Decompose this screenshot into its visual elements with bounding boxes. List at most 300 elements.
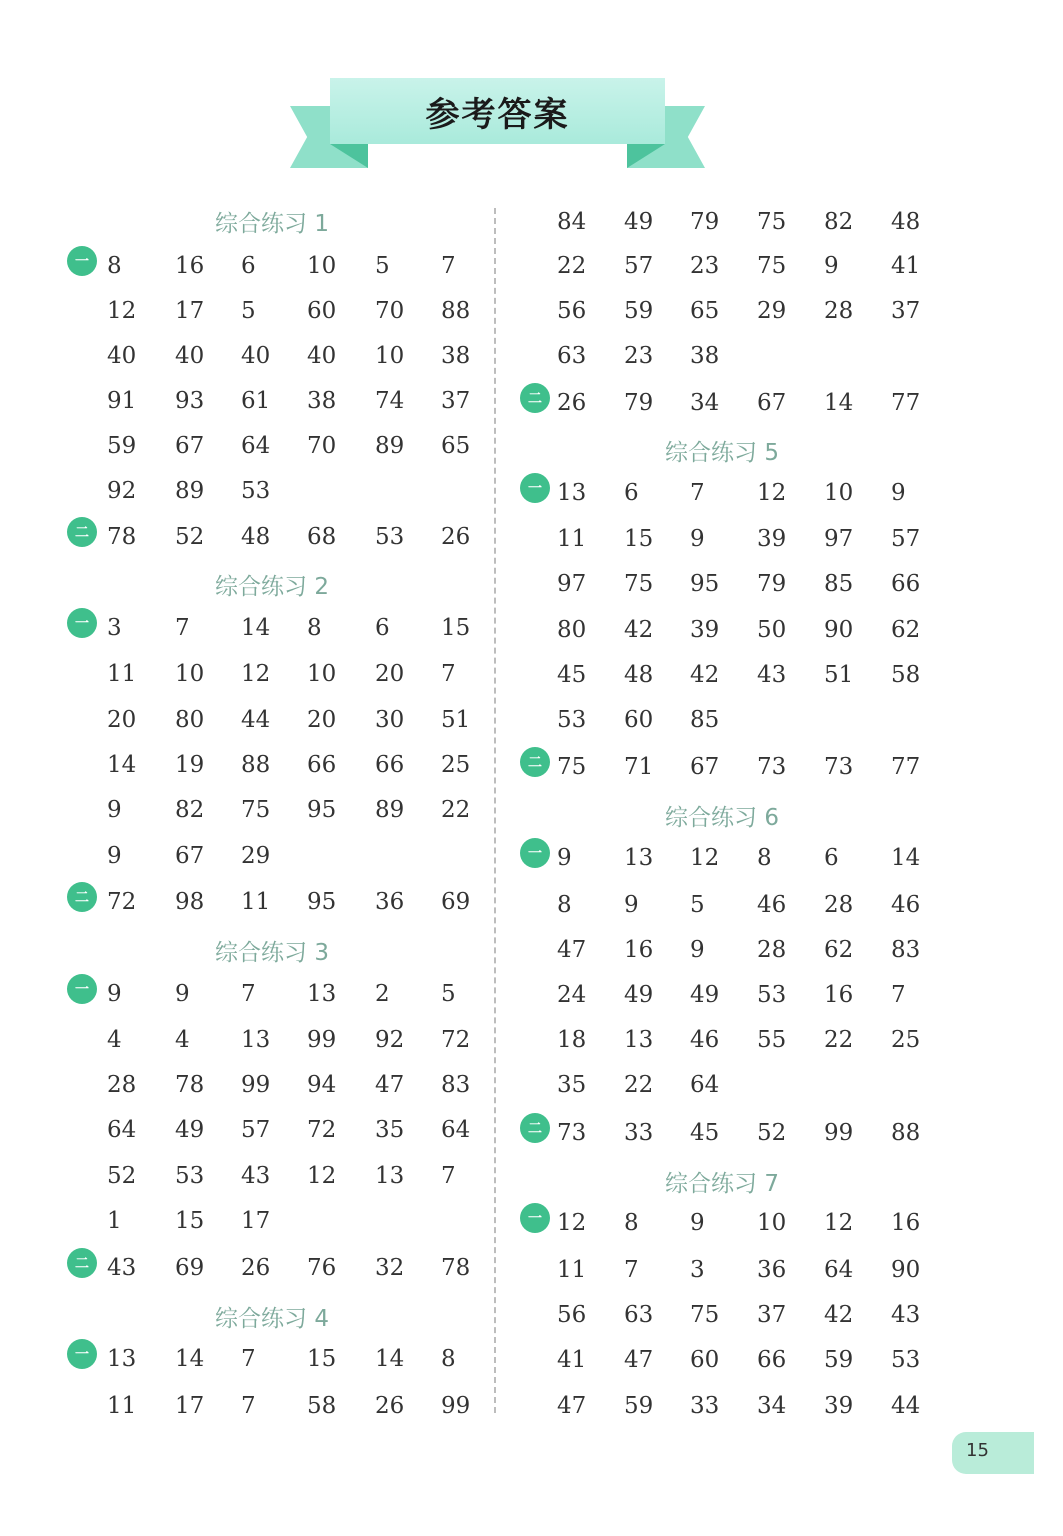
answer-value: 22 — [624, 1072, 654, 1098]
answer-value: 39 — [757, 526, 787, 552]
answer-value: 8 — [441, 1346, 456, 1372]
answer-value: 75 — [690, 1302, 720, 1328]
answer-value: 18 — [557, 1027, 587, 1053]
answer-value: 9 — [175, 981, 190, 1007]
answer-value: 99 — [824, 1120, 854, 1146]
answer-row — [0, 1254, 1063, 1286]
answer-value: 36 — [757, 1257, 787, 1283]
answer-value: 2 — [375, 981, 390, 1007]
answer-value: 9 — [624, 892, 639, 918]
answer-value: 15 — [441, 615, 471, 641]
answer-value: 76 — [307, 1255, 337, 1281]
answer-value: 32 — [375, 1255, 405, 1281]
answer-value: 10 — [175, 661, 205, 687]
answer-value: 12 — [107, 298, 137, 324]
answer-value: 13 — [375, 1163, 405, 1189]
answer-value: 7 — [891, 982, 906, 1008]
answer-value: 59 — [107, 433, 137, 459]
answer-row — [0, 250, 1063, 282]
answer-value: 90 — [824, 617, 854, 643]
answer-value: 66 — [891, 571, 921, 597]
answer-value: 75 — [757, 253, 787, 279]
answer-value: 97 — [824, 526, 854, 552]
answer-value: 88 — [441, 298, 471, 324]
answer-value: 45 — [690, 1120, 720, 1146]
answer-value: 11 — [241, 889, 271, 915]
answer-value: 5 — [375, 253, 390, 279]
answer-value: 60 — [690, 1347, 720, 1373]
answer-row — [0, 979, 1063, 1011]
answer-value: 72 — [441, 1027, 471, 1053]
answer-value: 56 — [557, 1302, 587, 1328]
answer-value: 99 — [441, 1393, 471, 1419]
answer-value: 52 — [107, 1163, 137, 1189]
answer-value: 64 — [241, 433, 271, 459]
answer-value: 79 — [757, 571, 787, 597]
section-title: 综合练习 3 — [215, 940, 329, 966]
answer-row — [0, 751, 1063, 783]
answer-row — [0, 523, 1063, 555]
answer-value: 13 — [557, 480, 587, 506]
answer-value: 40 — [175, 343, 205, 369]
answer-value: 59 — [824, 1347, 854, 1373]
answer-value: 28 — [824, 892, 854, 918]
answer-value: 95 — [690, 571, 720, 597]
answer-value: 77 — [891, 754, 921, 780]
answer-value: 53 — [175, 1163, 205, 1189]
page-number: 15 — [966, 1440, 989, 1461]
answer-value: 67 — [175, 843, 205, 869]
answer-value: 15 — [624, 526, 654, 552]
answer-value: 88 — [891, 1120, 921, 1146]
answer-value: 91 — [107, 388, 137, 414]
answer-value: 28 — [107, 1072, 137, 1098]
answer-value: 33 — [690, 1393, 720, 1419]
answer-value: 73 — [757, 754, 787, 780]
answer-value: 64 — [690, 1072, 720, 1098]
answer-value: 8 — [557, 892, 572, 918]
answer-value: 44 — [241, 707, 271, 733]
answer-value: 25 — [441, 752, 471, 778]
answer-value: 24 — [557, 982, 587, 1008]
answer-value: 8 — [624, 1210, 639, 1236]
answer-value: 42 — [690, 662, 720, 688]
answer-value: 74 — [375, 388, 405, 414]
question-number-badge: 一 — [520, 1203, 550, 1233]
answer-value: 7 — [241, 981, 256, 1007]
answer-value: 71 — [624, 754, 654, 780]
answer-value: 93 — [175, 388, 205, 414]
answer-value: 42 — [824, 1302, 854, 1328]
answer-value: 39 — [690, 617, 720, 643]
answer-value: 39 — [824, 1393, 854, 1419]
section-title: 综合练习 1 — [215, 211, 329, 237]
answer-value: 40 — [107, 343, 137, 369]
answer-value: 9 — [107, 981, 122, 1007]
answer-value: 4 — [107, 1027, 122, 1053]
answer-value: 99 — [241, 1072, 271, 1098]
answer-value: 26 — [441, 524, 471, 550]
answer-value: 48 — [624, 662, 654, 688]
answer-value: 47 — [375, 1072, 405, 1098]
answer-value: 20 — [307, 707, 337, 733]
answer-value: 61 — [241, 388, 271, 414]
answer-value: 43 — [757, 662, 787, 688]
answer-value: 7 — [441, 253, 456, 279]
answer-value: 66 — [757, 1347, 787, 1373]
answer-value: 13 — [241, 1027, 271, 1053]
answer-value: 56 — [557, 298, 587, 324]
answer-value: 80 — [175, 707, 205, 733]
answer-value: 66 — [375, 752, 405, 778]
answer-value: 52 — [757, 1120, 787, 1146]
answer-value: 57 — [241, 1117, 271, 1143]
page-number-tab — [952, 1432, 1034, 1474]
answer-value: 7 — [175, 615, 190, 641]
answer-value: 72 — [307, 1117, 337, 1143]
answer-value: 63 — [624, 1302, 654, 1328]
answer-value: 48 — [891, 209, 921, 235]
answer-value: 7 — [241, 1346, 256, 1372]
answer-value: 1 — [107, 1208, 122, 1234]
answer-value: 40 — [307, 343, 337, 369]
answer-value: 20 — [107, 707, 137, 733]
answer-value: 13 — [307, 981, 337, 1007]
answer-value: 65 — [690, 298, 720, 324]
answer-value: 14 — [891, 845, 921, 871]
answer-value: 16 — [891, 1210, 921, 1236]
answer-value: 14 — [241, 615, 271, 641]
answer-value: 80 — [557, 617, 587, 643]
answer-value: 53 — [241, 478, 271, 504]
answer-value: 11 — [107, 661, 137, 687]
question-number-badge: 一 — [67, 1339, 97, 1369]
answer-value: 17 — [175, 1393, 205, 1419]
answer-row — [0, 842, 1063, 874]
answer-value: 70 — [307, 433, 337, 459]
answer-value: 75 — [241, 797, 271, 823]
answer-value: 10 — [824, 480, 854, 506]
answer-value: 6 — [375, 615, 390, 641]
answer-value: 33 — [624, 1120, 654, 1146]
question-number-badge: 二 — [67, 517, 97, 547]
answer-row — [0, 1299, 1063, 1331]
answer-value: 5 — [690, 892, 705, 918]
answer-value: 12 — [557, 1210, 587, 1236]
question-number-badge: 一 — [520, 838, 550, 868]
answer-value: 41 — [891, 253, 921, 279]
answer-value: 64 — [107, 1117, 137, 1143]
answer-value: 22 — [557, 253, 587, 279]
answer-value: 64 — [441, 1117, 471, 1143]
answer-value: 35 — [557, 1072, 587, 1098]
answer-value: 8 — [757, 845, 772, 871]
answer-value: 15 — [307, 1346, 337, 1372]
answer-value: 13 — [624, 1027, 654, 1053]
answer-value: 67 — [757, 390, 787, 416]
answer-value: 53 — [557, 707, 587, 733]
answer-value: 12 — [757, 480, 787, 506]
header-banner — [290, 78, 705, 168]
answer-value: 19 — [175, 752, 205, 778]
question-number-badge: 一 — [67, 974, 97, 1004]
answer-value: 7 — [624, 1257, 639, 1283]
question-number-badge: 二 — [520, 383, 550, 413]
answer-value: 46 — [757, 892, 787, 918]
answer-value: 85 — [690, 707, 720, 733]
answer-value: 82 — [175, 797, 205, 823]
answer-value: 53 — [891, 1347, 921, 1373]
answer-value: 89 — [175, 478, 205, 504]
answer-row — [0, 340, 1063, 372]
answer-value: 29 — [757, 298, 787, 324]
answer-value: 99 — [307, 1027, 337, 1053]
answer-value: 3 — [690, 1257, 705, 1283]
answer-value: 78 — [441, 1255, 471, 1281]
answer-value: 6 — [624, 480, 639, 506]
answer-value: 75 — [624, 571, 654, 597]
answer-value: 97 — [557, 571, 587, 597]
answer-value: 53 — [757, 982, 787, 1008]
answer-value: 43 — [241, 1163, 271, 1189]
answer-row — [0, 1069, 1063, 1101]
answer-value: 79 — [690, 209, 720, 235]
answer-value: 67 — [175, 433, 205, 459]
answer-value: 7 — [441, 1163, 456, 1189]
answer-value: 7 — [690, 480, 705, 506]
answer-value: 17 — [175, 298, 205, 324]
answer-value: 51 — [824, 662, 854, 688]
answer-value: 66 — [307, 752, 337, 778]
answer-value: 5 — [441, 981, 456, 1007]
answer-value: 44 — [891, 1393, 921, 1419]
answer-value: 75 — [557, 754, 587, 780]
answer-value: 79 — [624, 390, 654, 416]
answer-value: 85 — [824, 571, 854, 597]
answer-value: 12 — [690, 845, 720, 871]
answer-value: 11 — [557, 1257, 587, 1283]
answer-value: 30 — [375, 707, 405, 733]
answer-row — [0, 1207, 1063, 1239]
answer-value: 4 — [175, 1027, 190, 1053]
answer-value: 65 — [441, 433, 471, 459]
answer-value: 60 — [307, 298, 337, 324]
answer-value: 62 — [824, 937, 854, 963]
answer-value: 64 — [824, 1257, 854, 1283]
answer-value: 59 — [624, 298, 654, 324]
answer-value: 10 — [307, 253, 337, 279]
answer-value: 28 — [824, 298, 854, 324]
answer-row — [0, 704, 1063, 736]
question-number-badge: 二 — [520, 1113, 550, 1143]
answer-value: 35 — [375, 1117, 405, 1143]
answer-value: 69 — [441, 889, 471, 915]
answer-value: 43 — [107, 1255, 137, 1281]
answer-value: 46 — [690, 1027, 720, 1053]
question-number-badge: 二 — [67, 1248, 97, 1278]
page-title: 参考答案 — [330, 78, 665, 144]
answer-value: 7 — [441, 661, 456, 687]
answer-value: 26 — [241, 1255, 271, 1281]
answer-value: 28 — [757, 937, 787, 963]
question-number-badge: 一 — [520, 473, 550, 503]
answer-value: 57 — [624, 253, 654, 279]
answer-value: 73 — [557, 1120, 587, 1146]
answer-value: 92 — [375, 1027, 405, 1053]
answer-value: 10 — [307, 661, 337, 687]
answer-value: 53 — [375, 524, 405, 550]
answer-value: 8 — [307, 615, 322, 641]
section-title: 综合练习 7 — [665, 1171, 779, 1197]
answer-value: 3 — [107, 615, 122, 641]
answer-value: 41 — [557, 1347, 587, 1373]
answer-row — [0, 1390, 1063, 1422]
answer-value: 89 — [375, 797, 405, 823]
answer-value: 82 — [824, 209, 854, 235]
answer-value: 37 — [441, 388, 471, 414]
answer-row — [0, 295, 1063, 327]
answer-value: 15 — [175, 1208, 205, 1234]
answer-value: 14 — [375, 1346, 405, 1372]
answer-value: 12 — [307, 1163, 337, 1189]
answer-value: 47 — [624, 1347, 654, 1373]
answer-value: 52 — [175, 524, 205, 550]
answer-value: 6 — [241, 253, 256, 279]
answer-value: 50 — [757, 617, 787, 643]
answer-value: 9 — [690, 1210, 705, 1236]
answer-value: 47 — [557, 1393, 587, 1419]
answer-value: 25 — [891, 1027, 921, 1053]
answer-value: 26 — [557, 390, 587, 416]
answer-row — [0, 889, 1063, 921]
answer-value: 92 — [107, 478, 137, 504]
answer-value: 77 — [891, 390, 921, 416]
answer-value: 94 — [307, 1072, 337, 1098]
answer-value: 13 — [624, 845, 654, 871]
answer-value: 10 — [757, 1210, 787, 1236]
answer-value: 89 — [375, 433, 405, 459]
answer-row — [0, 1117, 1063, 1149]
answer-value: 17 — [241, 1208, 271, 1234]
answer-row — [0, 568, 1063, 600]
answer-value: 38 — [441, 343, 471, 369]
answer-value: 90 — [891, 1257, 921, 1283]
answer-value: 36 — [375, 889, 405, 915]
answer-value: 84 — [557, 209, 587, 235]
answer-value: 88 — [241, 752, 271, 778]
answer-value: 26 — [375, 1393, 405, 1419]
answer-value: 55 — [757, 1027, 787, 1053]
question-number-badge: 一 — [67, 608, 97, 638]
answer-value: 49 — [175, 1117, 205, 1143]
answer-value: 37 — [891, 298, 921, 324]
answer-value: 47 — [557, 937, 587, 963]
answer-value: 59 — [624, 1393, 654, 1419]
answer-value: 49 — [690, 982, 720, 1008]
answer-row — [0, 934, 1063, 966]
answer-value: 12 — [241, 661, 271, 687]
answer-value: 46 — [891, 892, 921, 918]
answer-value: 20 — [375, 661, 405, 687]
answer-value: 34 — [757, 1393, 787, 1419]
answer-value: 78 — [175, 1072, 205, 1098]
answer-value: 14 — [824, 390, 854, 416]
answer-value: 14 — [175, 1346, 205, 1372]
answer-value: 62 — [891, 617, 921, 643]
answer-value: 5 — [241, 298, 256, 324]
answer-value: 51 — [441, 707, 471, 733]
answer-value: 83 — [891, 937, 921, 963]
answer-value: 75 — [757, 209, 787, 235]
answer-value: 83 — [441, 1072, 471, 1098]
answer-value: 22 — [824, 1027, 854, 1053]
answer-value: 38 — [690, 343, 720, 369]
section-title: 综合练习 2 — [215, 574, 329, 600]
answer-value: 49 — [624, 209, 654, 235]
answer-value: 45 — [557, 662, 587, 688]
answer-value: 7 — [241, 1393, 256, 1419]
answer-value: 12 — [824, 1210, 854, 1236]
answer-value: 9 — [690, 526, 705, 552]
answer-value: 63 — [557, 343, 587, 369]
question-number-badge: 二 — [67, 882, 97, 912]
answer-value: 70 — [375, 298, 405, 324]
answer-value: 9 — [824, 253, 839, 279]
answer-value: 67 — [690, 754, 720, 780]
answer-value: 58 — [891, 662, 921, 688]
section-title: 综合练习 6 — [665, 805, 779, 831]
answer-value: 43 — [891, 1302, 921, 1328]
answer-row — [0, 387, 1063, 419]
answer-value: 68 — [307, 524, 337, 550]
answer-value: 23 — [624, 343, 654, 369]
answer-value: 49 — [624, 982, 654, 1008]
answer-value: 58 — [307, 1393, 337, 1419]
answer-value: 9 — [891, 480, 906, 506]
answer-value: 10 — [375, 343, 405, 369]
answer-value: 22 — [441, 797, 471, 823]
answer-value: 72 — [107, 889, 137, 915]
answer-value: 13 — [107, 1346, 137, 1372]
answer-value: 14 — [107, 752, 137, 778]
answer-value: 11 — [557, 526, 587, 552]
answer-value: 16 — [624, 937, 654, 963]
answer-row — [0, 659, 1063, 691]
answer-value: 37 — [757, 1302, 787, 1328]
section-title: 综合练习 4 — [215, 1306, 329, 1332]
answer-value: 23 — [690, 253, 720, 279]
answer-value: 60 — [624, 707, 654, 733]
answer-value: 8 — [107, 253, 122, 279]
answer-value: 95 — [307, 797, 337, 823]
answer-value: 42 — [624, 617, 654, 643]
section-title: 综合练习 5 — [665, 440, 779, 466]
answer-value: 34 — [690, 390, 720, 416]
answer-value: 16 — [175, 253, 205, 279]
answer-value: 9 — [107, 843, 122, 869]
answer-row — [0, 1024, 1063, 1056]
question-number-badge: 二 — [520, 747, 550, 777]
answer-value: 9 — [690, 937, 705, 963]
answer-row — [0, 477, 1063, 509]
answer-value: 73 — [824, 754, 854, 780]
answer-value: 9 — [107, 797, 122, 823]
answer-value: 78 — [107, 524, 137, 550]
answer-row — [0, 206, 1063, 238]
answer-value: 48 — [241, 524, 271, 550]
answer-value: 98 — [175, 889, 205, 915]
answer-row — [0, 614, 1063, 646]
